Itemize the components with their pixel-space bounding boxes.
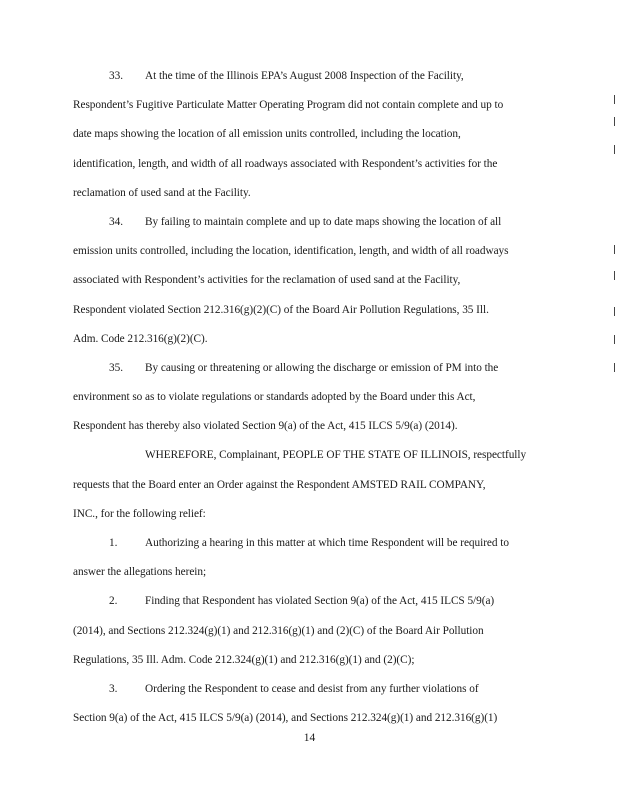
wherefore-line-2: requests that the Board enter an Order against the Respondent AMSTED RAIL COMPANY, (73, 478, 486, 491)
paragraph-number: 35. (109, 361, 123, 374)
relief-3-line-2: Section 9(a) of the Act, 415 ILCS 5/9(a) (2014), and Sections 212.324(g)(1) and 212.316(g)(1) (73, 712, 498, 725)
paragraph-34-line-5: Adm. Code 212.316(g)(2)(C). (73, 332, 208, 345)
relief-number: 2. (109, 595, 118, 608)
scan-margin-marks (611, 95, 615, 375)
relief-1-line-2: answer the allegations herein; (73, 566, 207, 579)
paragraph-number: 33. (109, 70, 123, 82)
paragraph-34-line-2: emission units controlled, including the location, identification, length, and width of all roadways (73, 245, 509, 258)
paragraph-35-line-1: 35. By causing or threatening or allowing the discharge or emission of PM into the (73, 354, 548, 383)
paragraph-34-line-4: Respondent violated Section 212.316(g)(2)(C) of the Board Air Pollution Regulations, 35 Ill. (73, 303, 489, 316)
relief-2-line-2: (2014), and Sections 212.324(g)(1) and 212.316(g)(1) and (2)(C) of the Board Air Pollution (73, 624, 484, 637)
page-number: 14 (303, 732, 316, 744)
relief-2-line-3: Regulations, 35 Ill. Adm. Code 212.324(g)(1) and 212.316(g)(1) and (2)(C); (73, 653, 415, 666)
paragraph-33-line-1: 33. At the time of the Illinois EPA’s August 2008 Inspection of the Facility, (73, 62, 548, 91)
paragraph-33-line-4: identification, length, and width of all roadways associated with Respondent’s activities for the (73, 157, 498, 170)
wherefore-line-3: INC., for the following relief: (73, 507, 206, 520)
paragraph-33-line-5: reclamation of used sand at the Facility. (73, 186, 251, 199)
paragraph-34-line-3: associated with Respondent’s activities for the reclamation of used sand at the Facility, (73, 274, 461, 287)
paragraph-35-line-3: Respondent has thereby also violated Section 9(a) of the Act, 415 ILCS 5/9(a) (2014). (73, 420, 458, 433)
paragraph-number: 34. (109, 215, 123, 228)
relief-number: 3. (109, 682, 118, 695)
relief-number: 1. (109, 537, 118, 549)
paragraph-35-line-2: environment so as to violate regulations or standards adopted by the Board under this Act, (73, 391, 476, 404)
relief-3-line-1: 3. Ordering the Respondent to cease and desist from any further violations of (73, 675, 548, 704)
paragraph-33-line-3: date maps showing the location of all emission units controlled, including the location, (73, 128, 461, 141)
paragraph-33-line-2: Respondent’s Fugitive Particulate Matter Operating Program did not contain complete and up to (73, 99, 504, 112)
paragraph-34-line-1: 34. By failing to maintain complete and up to date maps showing the location of all (73, 208, 548, 237)
relief-1-line-1: 1. Authorizing a hearing in this matter at which time Respondent will be required to (73, 529, 548, 558)
relief-2-line-1: 2. Finding that Respondent has violated Section 9(a) of the Act, 415 ILCS 5/9(a) (73, 587, 548, 616)
document-body (73, 62, 548, 733)
wherefore-line-1: WHEREFORE, Complainant, PEOPLE OF THE STATE OF ILLINOIS, respectfully (145, 449, 527, 462)
